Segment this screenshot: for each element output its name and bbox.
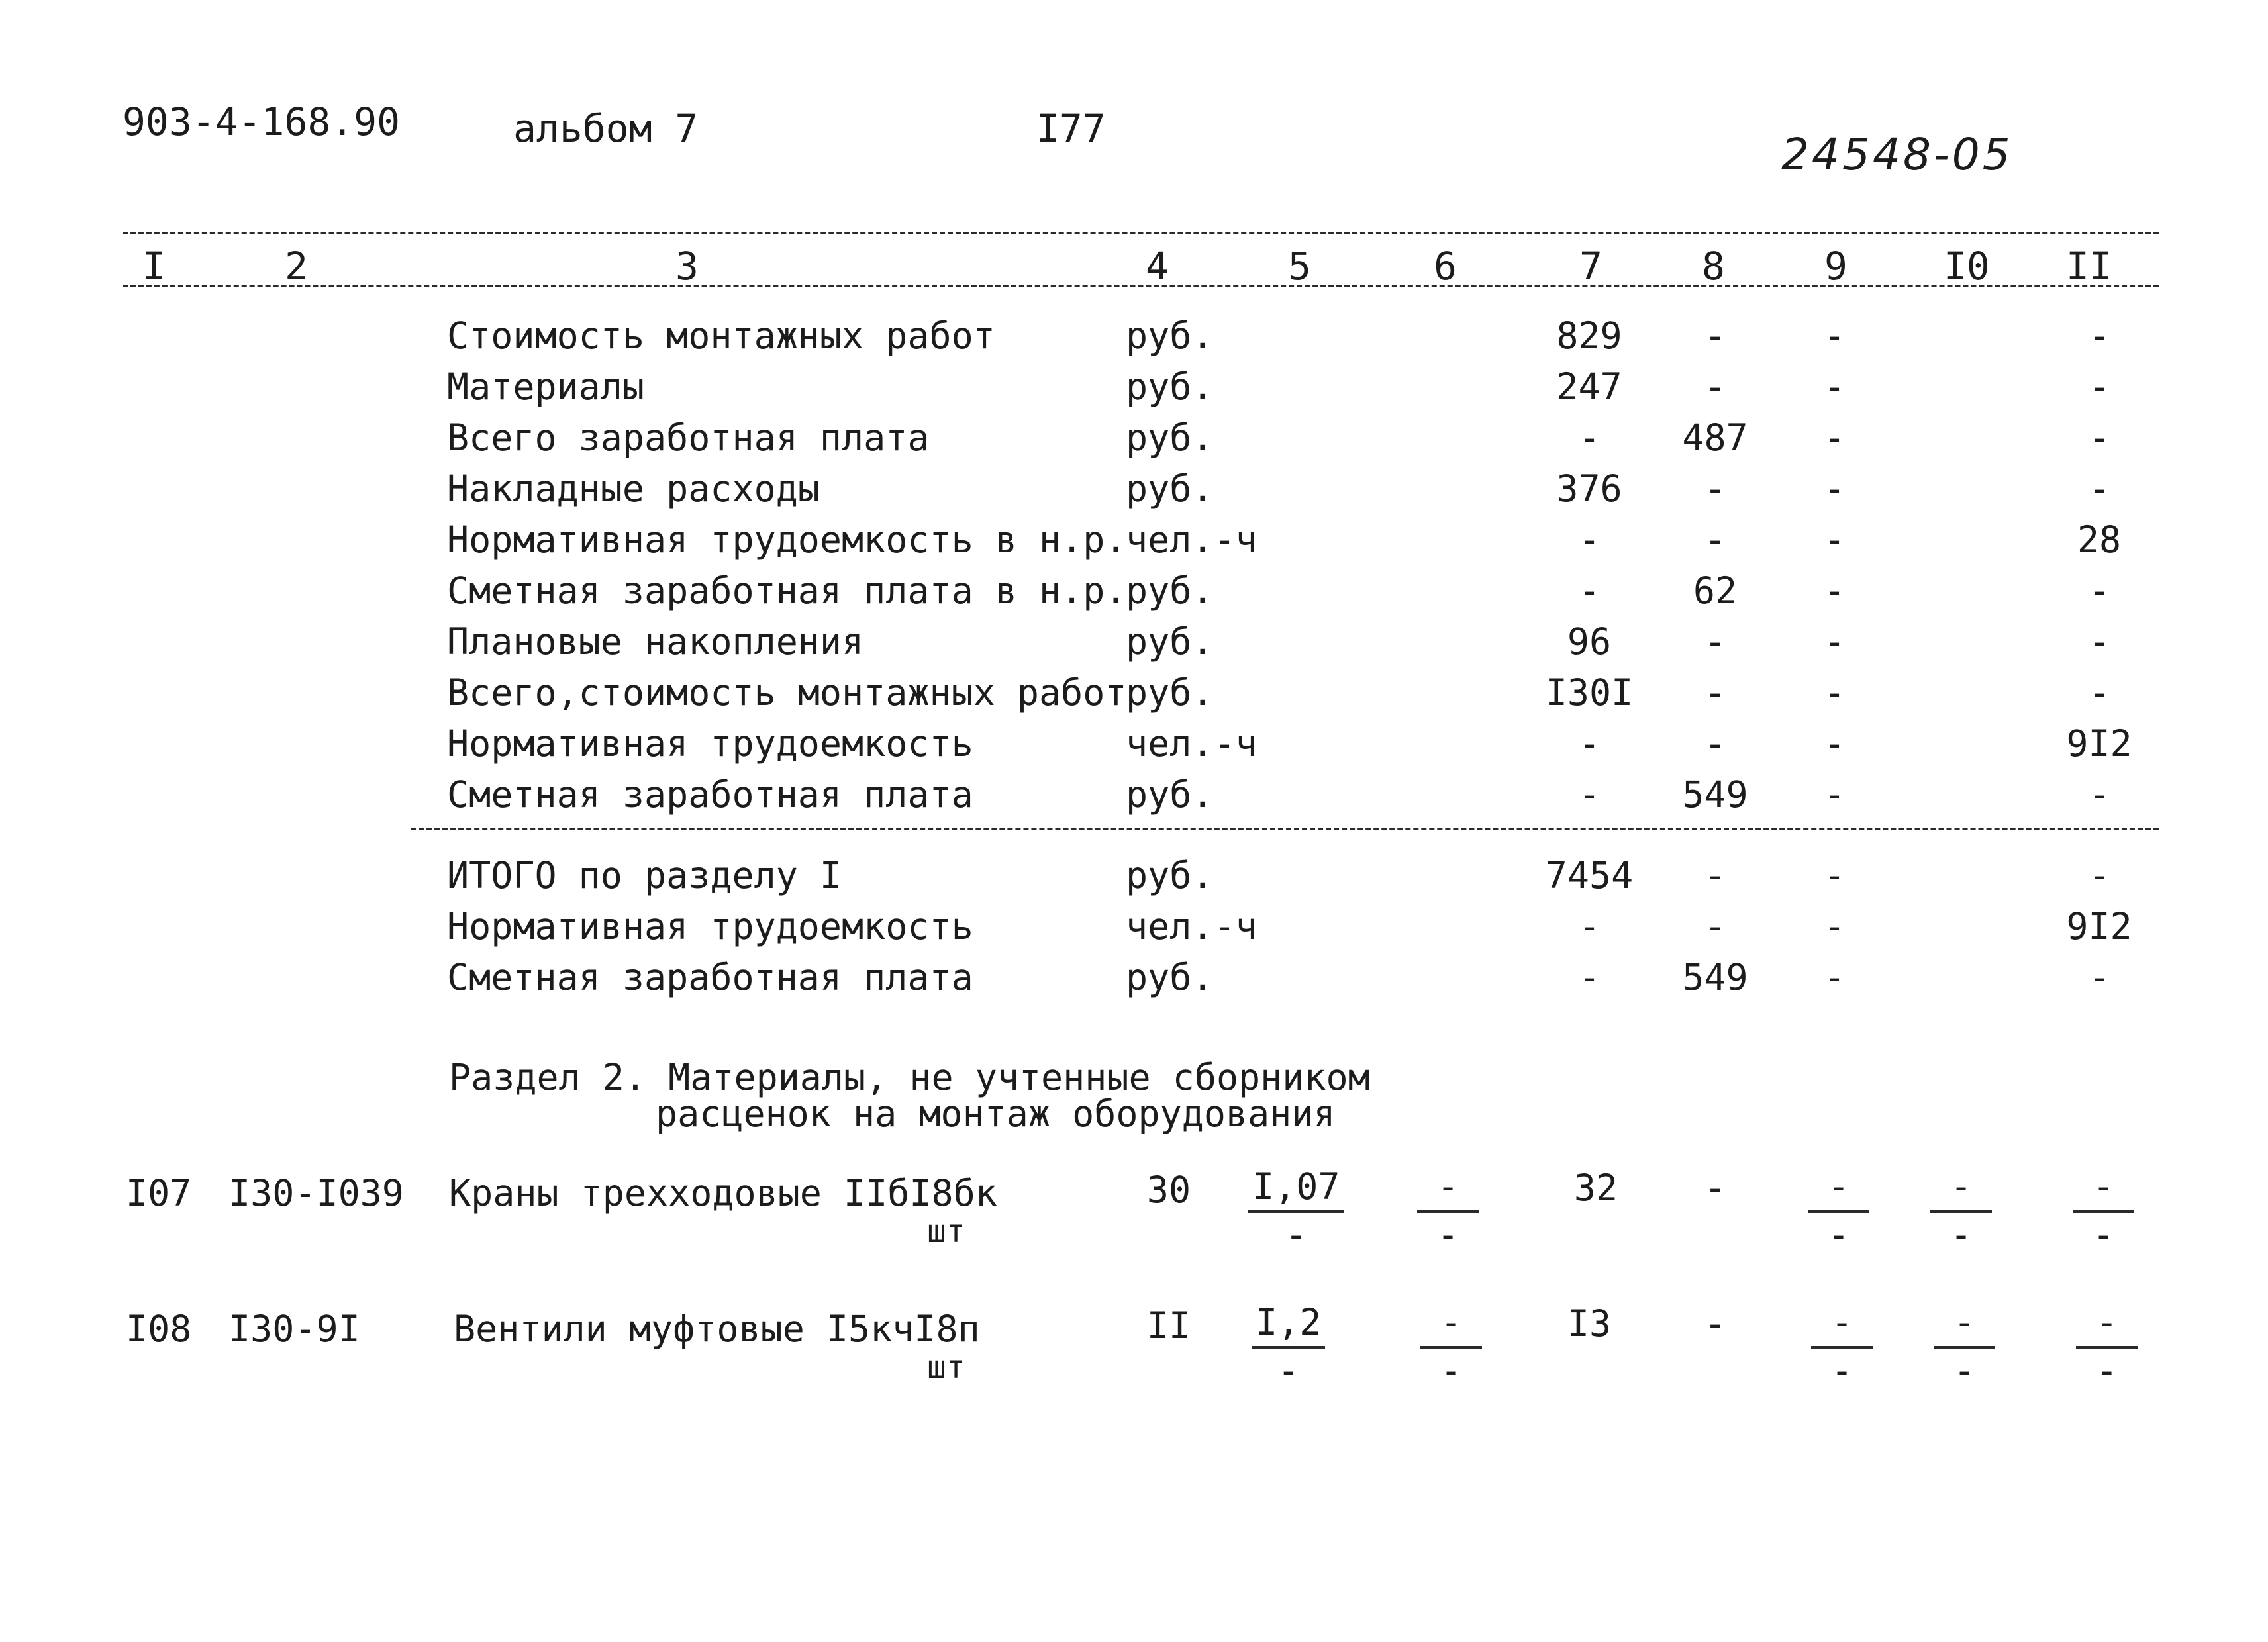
fraction-bottom: - [1953,1349,1976,1392]
fraction-bottom: - [2093,1214,2115,1256]
section2-title-line1: Раздел 2. Материалы, не учтенные сборником [449,1056,1370,1098]
fraction-bottom: - [1277,1349,1300,1392]
row-unit: чел.-ч [1126,722,1257,765]
fraction-top: - [2073,1169,2134,1213]
row-col8: - [1704,905,1726,947]
row-name: Сметная заработная плата [447,956,973,998]
section-total-rule [411,828,2159,830]
row-col11: - [2088,416,2110,459]
column-number-7: 7 [1579,244,1602,289]
fraction-bottom: - [1285,1214,1307,1256]
fraction-bottom: - [1440,1349,1463,1392]
item-col11-fraction [2073,1165,2134,1256]
fraction-top: - [1420,1304,1482,1349]
column-number-8: 8 [1702,244,1725,289]
item-unit: шт [927,1349,965,1386]
item-col4: II [1146,1304,1191,1347]
fraction-top: - [1930,1169,1992,1213]
row-col9: - [1823,905,1846,947]
row-col9: - [1823,722,1846,765]
item-number: I08 [126,1308,192,1350]
item-col4: 30 [1146,1169,1191,1211]
row-col11: 9I2 [2066,722,2132,765]
item-code: I30-9I [228,1308,360,1350]
row-col7: - [1578,722,1601,765]
item-col6-fraction [1420,1301,1482,1392]
item-col9-fraction [1808,1165,1869,1256]
column-number-6: 6 [1434,244,1457,289]
row-col9: - [1823,314,1846,357]
row-name: Сметная заработная плата [447,773,973,816]
row-unit: чел.-ч [1126,905,1257,947]
row-name: Нормативная трудоемкость [447,722,973,765]
row-col7: 96 [1567,620,1612,663]
row-unit: руб. [1126,854,1214,896]
item-col5-fraction [1248,1165,1344,1256]
fraction-bottom: - [1831,1349,1853,1392]
row-name: Всего заработная плата [447,416,930,459]
header-rule-bottom [123,285,2159,287]
row-col7: - [1578,569,1601,612]
row-col11: 9I2 [2066,905,2132,947]
row-col9: - [1823,365,1846,408]
fraction-bottom: - [1828,1214,1850,1256]
row-name: Сметная заработная плата в н.р. [447,569,1127,612]
row-name: Накладные расходы [447,467,820,510]
item-col9-fraction [1811,1301,1873,1392]
section2-title-line2: расценок на монтаж оборудования [656,1092,1336,1135]
row-col9: - [1823,956,1846,998]
row-unit: руб. [1126,365,1214,408]
column-number-2: 2 [285,244,308,289]
item-col5-fraction [1252,1301,1325,1392]
column-number-5: 5 [1288,244,1311,289]
row-unit: руб. [1126,467,1214,510]
row-col7: - [1578,905,1601,947]
row-col9: - [1823,518,1846,561]
row-col8: - [1704,365,1726,408]
fraction-top: - [2076,1304,2138,1349]
row-col8: - [1704,518,1726,561]
row-col7: - [1578,416,1601,459]
item-col10-fraction [1930,1165,1992,1256]
row-col9: - [1823,416,1846,459]
row-name: Нормативная трудоемкость [447,905,973,947]
row-unit: руб. [1126,671,1214,714]
row-col11: - [2088,956,2110,998]
column-number-9: 9 [1824,244,1848,289]
row-col8: - [1704,671,1726,714]
row-unit: руб. [1126,416,1214,459]
row-col11: - [2088,854,2110,896]
item-col7: I3 [1567,1302,1612,1345]
row-col11: - [2088,569,2110,612]
fraction-bottom: - [2096,1349,2118,1392]
item-col10-fraction [1934,1301,1995,1392]
fraction-top: I,07 [1248,1169,1344,1213]
row-name: Плановые накопления [447,620,864,663]
fraction-bottom: - [1950,1214,1973,1256]
row-name: Материалы [447,365,645,408]
row-col8: 62 [1693,569,1738,612]
item-name: Краны трехходовые IIбI8бк [449,1172,997,1214]
row-col9: - [1823,671,1846,714]
row-col8: - [1704,854,1726,896]
row-unit: руб. [1126,620,1214,663]
row-col7: I30I [1545,671,1634,714]
row-col7: 7454 [1545,854,1634,896]
row-unit: руб. [1126,314,1214,357]
fraction-top: I,2 [1252,1304,1325,1349]
row-col7: 829 [1556,314,1622,357]
fraction-top: - [1811,1304,1873,1349]
column-number-3: 3 [675,244,699,289]
column-number-4: 4 [1146,244,1169,289]
item-code: I30-I039 [228,1172,404,1214]
fraction-top: - [1808,1169,1869,1213]
row-col7: - [1578,518,1601,561]
row-col8: - [1704,314,1726,357]
row-name: Всего,стоимость монтажных работ [447,671,1127,714]
row-col8: 549 [1682,773,1748,816]
row-unit: руб. [1126,956,1214,998]
item-unit: шт [927,1213,965,1250]
row-col11: - [2088,773,2110,816]
column-number-10: I0 [1944,244,1990,289]
handwritten-code: 24548-05 [1781,129,2013,180]
row-name: Стоимость монтажных работ [447,314,995,357]
fraction-top: - [1934,1304,1995,1349]
fraction-top: - [1417,1169,1479,1213]
item-col8: - [1704,1167,1726,1209]
page-number: I77 [1036,106,1106,151]
row-unit: руб. [1126,569,1214,612]
row-col7: 376 [1556,467,1622,510]
row-col8: 549 [1682,956,1748,998]
row-col9: - [1823,620,1846,663]
column-number-1: I [142,244,166,289]
row-col9: - [1823,569,1846,612]
row-col11: - [2088,620,2110,663]
row-col7: - [1578,956,1601,998]
row-name: Нормативная трудоемкость в н.р. [447,518,1127,561]
document-code: 903-4-168.90 [123,99,401,144]
row-unit: руб. [1126,773,1214,816]
row-col8: 487 [1682,416,1748,459]
column-number-11: II [2066,244,2112,289]
row-col11: - [2088,671,2110,714]
row-col11: - [2088,467,2110,510]
row-col9: - [1823,854,1846,896]
header-rule-top [123,232,2159,234]
item-col6-fraction [1417,1165,1479,1256]
item-col8: - [1704,1302,1726,1345]
item-name: Вентили муфтовые I5кчI8п [454,1308,980,1350]
row-col8: - [1704,467,1726,510]
row-unit: чел.-ч [1126,518,1257,561]
item-col11-fraction [2076,1301,2138,1392]
row-name: ИТОГО по разделу I [447,854,842,896]
row-col11: 28 [2077,518,2122,561]
item-number: I07 [126,1172,192,1214]
row-col11: - [2088,314,2110,357]
row-col7: - [1578,773,1601,816]
row-col9: - [1823,467,1846,510]
fraction-bottom: - [1437,1214,1459,1256]
row-col8: - [1704,722,1726,765]
item-col7: 32 [1573,1167,1618,1209]
row-col7: 247 [1556,365,1622,408]
album-label: альбом 7 [513,106,699,151]
row-col9: - [1823,773,1846,816]
row-col11: - [2088,365,2110,408]
row-col8: - [1704,620,1726,663]
